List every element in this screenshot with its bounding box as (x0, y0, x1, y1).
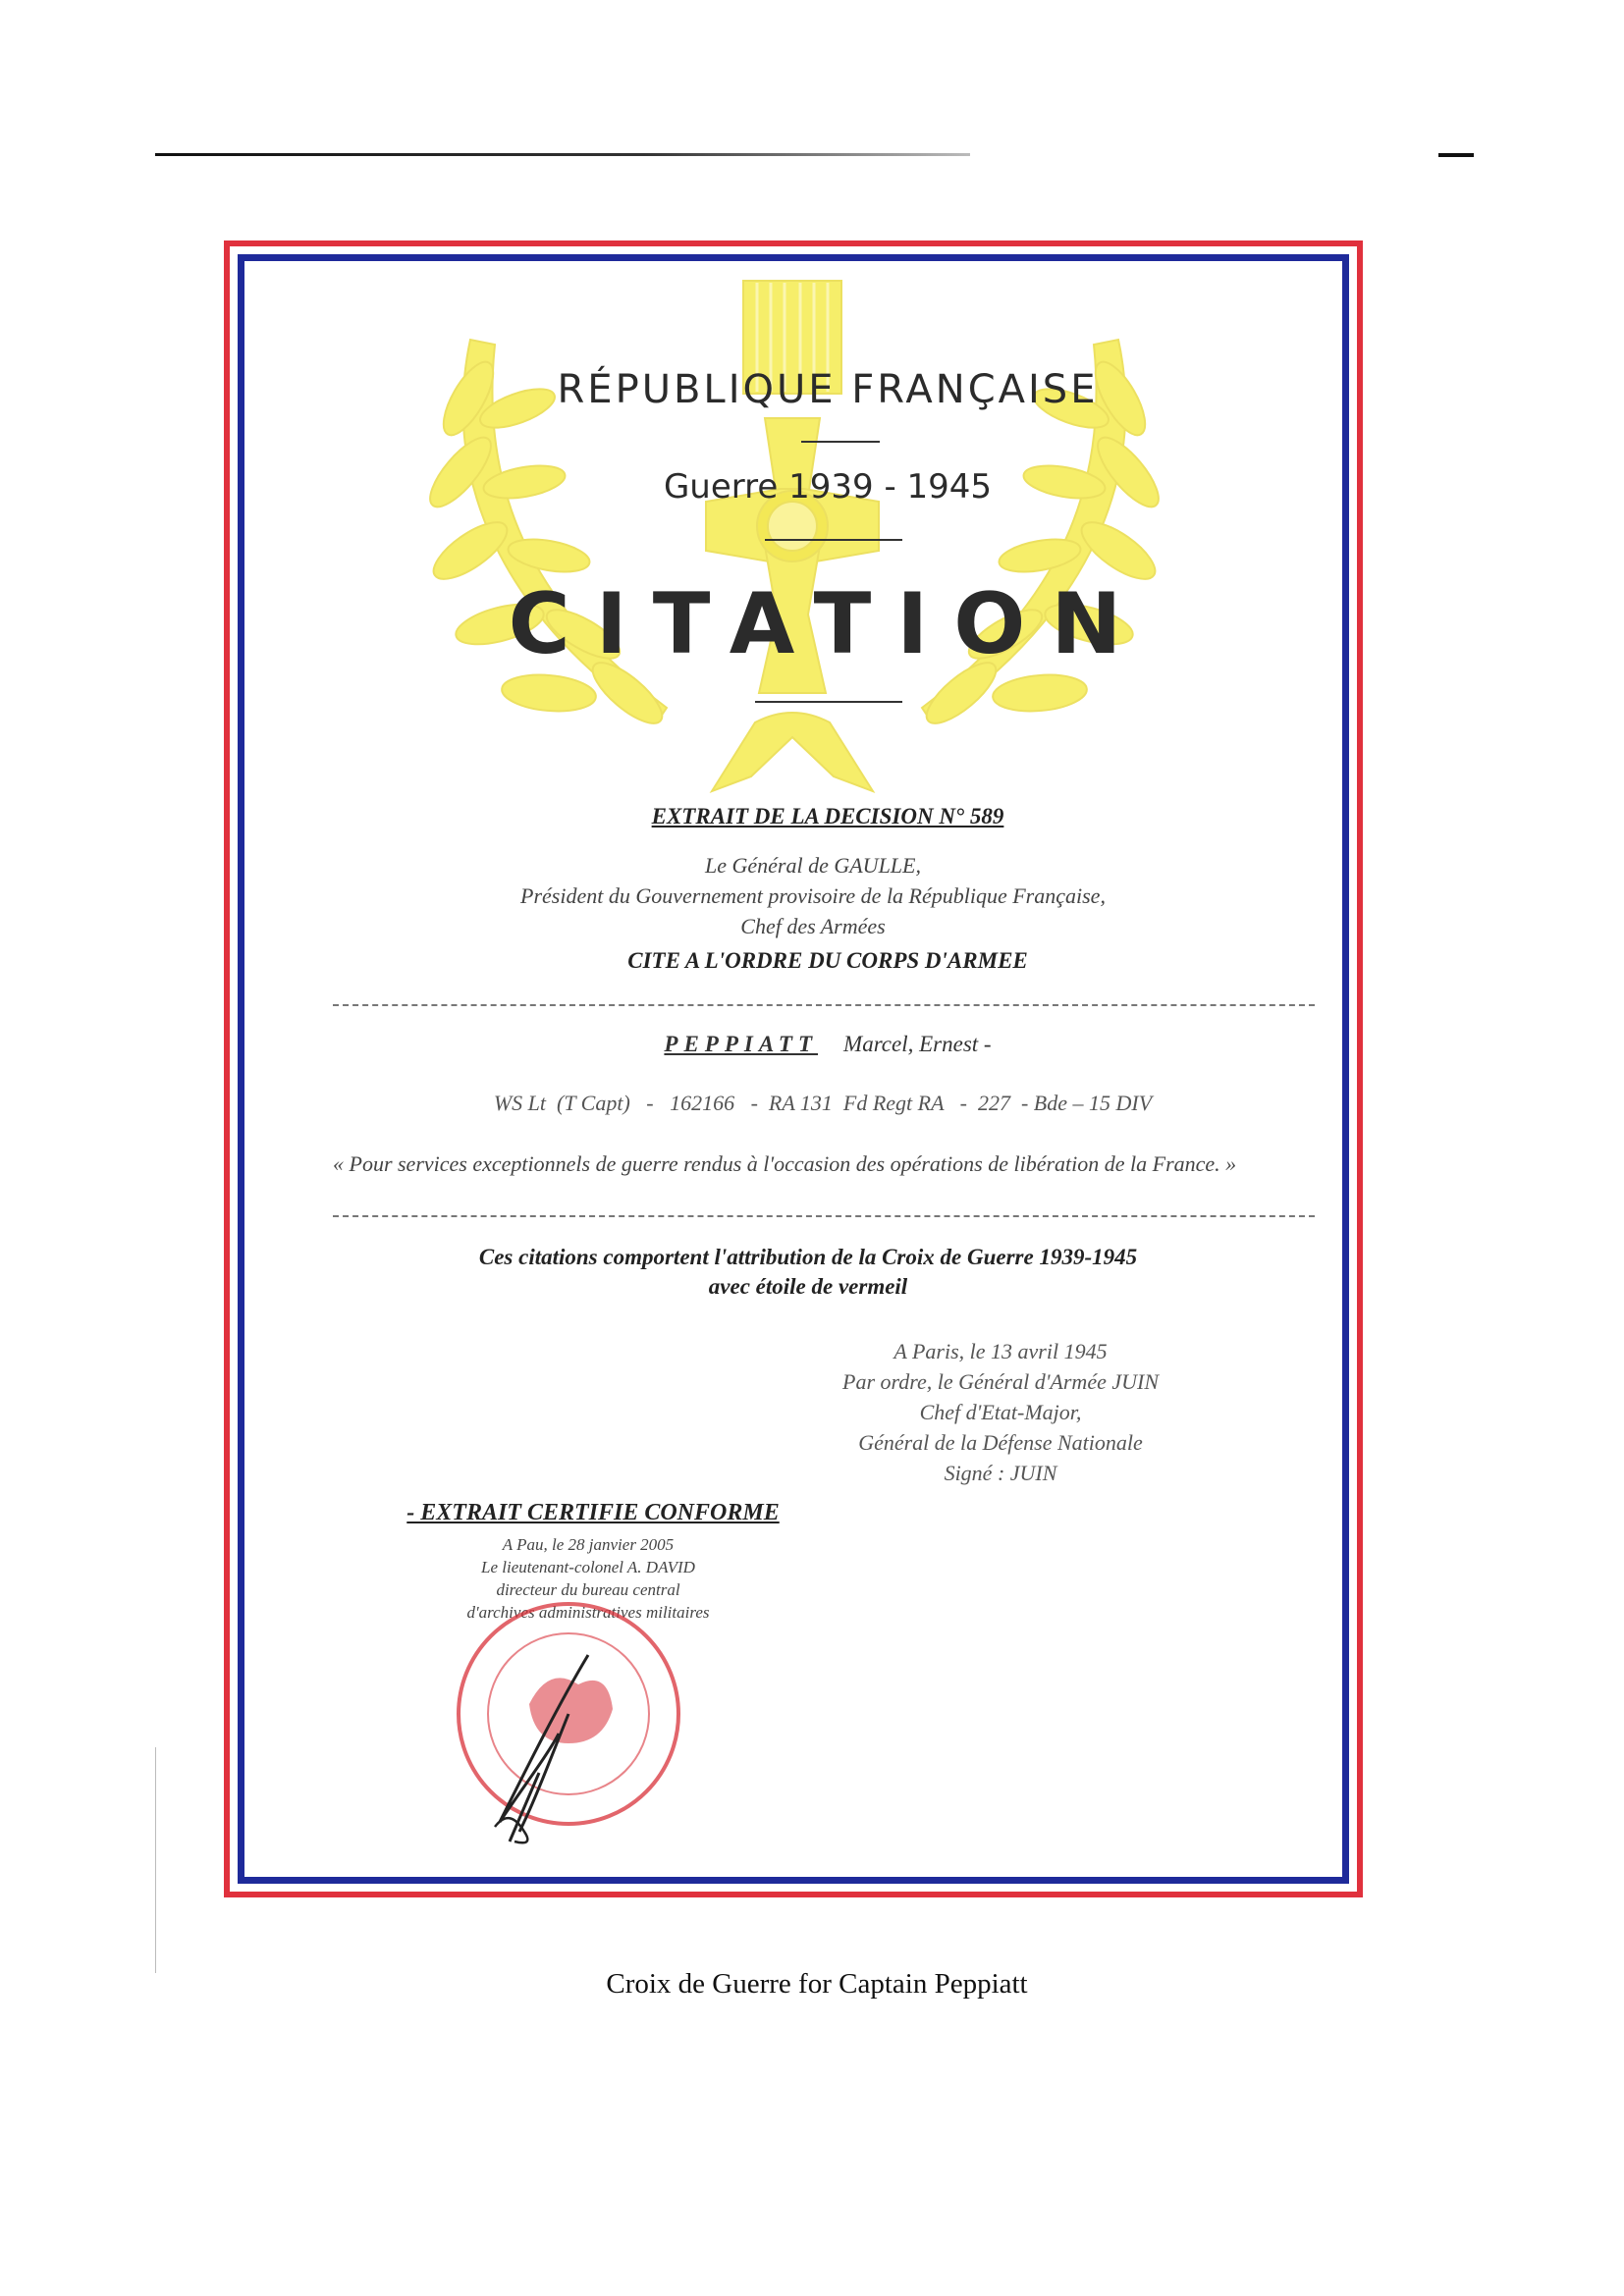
ornament-rule (755, 701, 902, 703)
award-line: Ces citations comportent l'attribution de la Croix de Guerre 1939-1945 (478, 1245, 1138, 1269)
award-line: avec étoile de vermeil (708, 1274, 908, 1299)
certifier-line: directeur du bureau central (496, 1580, 680, 1599)
dashed-separator (333, 1004, 1315, 1006)
republique-header: RÉPUBLIQUE FRANÇAISE (557, 367, 1099, 412)
award-statement (244, 1243, 1342, 1302)
croix-de-guerre-emblem-icon (244, 261, 1342, 850)
recipient-line (244, 1032, 1342, 1057)
citation-title: CITATION (508, 575, 1148, 673)
recipient-surname: PEPPIATT (664, 1032, 819, 1056)
signature-line: A Paris, le 13 avril 1945 (893, 1339, 1108, 1363)
unit-line: WS Lt (T Capt) - 162166 - RA 131 Fd Regt RA - 227 - Bde – 15 DIV (493, 1091, 1153, 1115)
certified-heading: - EXTRAIT CERTIFIE CONFORME (406, 1500, 780, 1525)
recipient-given-names: Marcel, Ernest - (843, 1032, 992, 1056)
certificate-body (244, 261, 1342, 1877)
signature-line: Signé : JUIN (944, 1461, 1057, 1485)
issuer-line: Président du Gouvernement provisoire de la République Française, (520, 883, 1106, 908)
war-period: Guerre 1939 - 1945 (663, 467, 993, 507)
top-rule (155, 153, 970, 156)
certifier-line: Le lieutenant-colonel A. DAVID (481, 1558, 695, 1576)
signature-line: Par ordre, le Général d'Armée JUIN (842, 1369, 1159, 1394)
certifier-line: d'archives administratives militaires (466, 1603, 710, 1622)
citation-motif: « Pour services exceptionnels de guerre rendus à l'occasion des opérations de libération de la France. » (333, 1151, 1237, 1176)
certifier-line: A Pau, le 28 janvier 2005 (502, 1535, 675, 1554)
signature-line: Général de la Défense Nationale (858, 1430, 1143, 1455)
signature-block (775, 1336, 1226, 1488)
ornament-rule (765, 539, 902, 541)
citation-certificate (224, 240, 1363, 1897)
issuer-line: Chef des Armées (740, 914, 886, 938)
signature-line: Chef d'Etat-Major, (919, 1400, 1082, 1424)
top-rule-end (1438, 153, 1474, 157)
extract-heading: EXTRAIT DE LA DECISION N° 589 (651, 804, 1004, 828)
official-stamp-icon (441, 1596, 696, 1851)
left-margin-rule (155, 1747, 156, 1973)
order-heading: CITE A L'ORDRE DU CORPS D'ARMEE (627, 948, 1028, 973)
issuer-line: Le Général de GAULLE, (705, 853, 921, 878)
ornament-rule (801, 441, 880, 443)
figure-caption: Croix de Guerre for Captain Peppiatt (606, 1968, 1028, 2000)
dashed-separator (333, 1215, 1315, 1217)
issuer-block (244, 850, 1342, 941)
